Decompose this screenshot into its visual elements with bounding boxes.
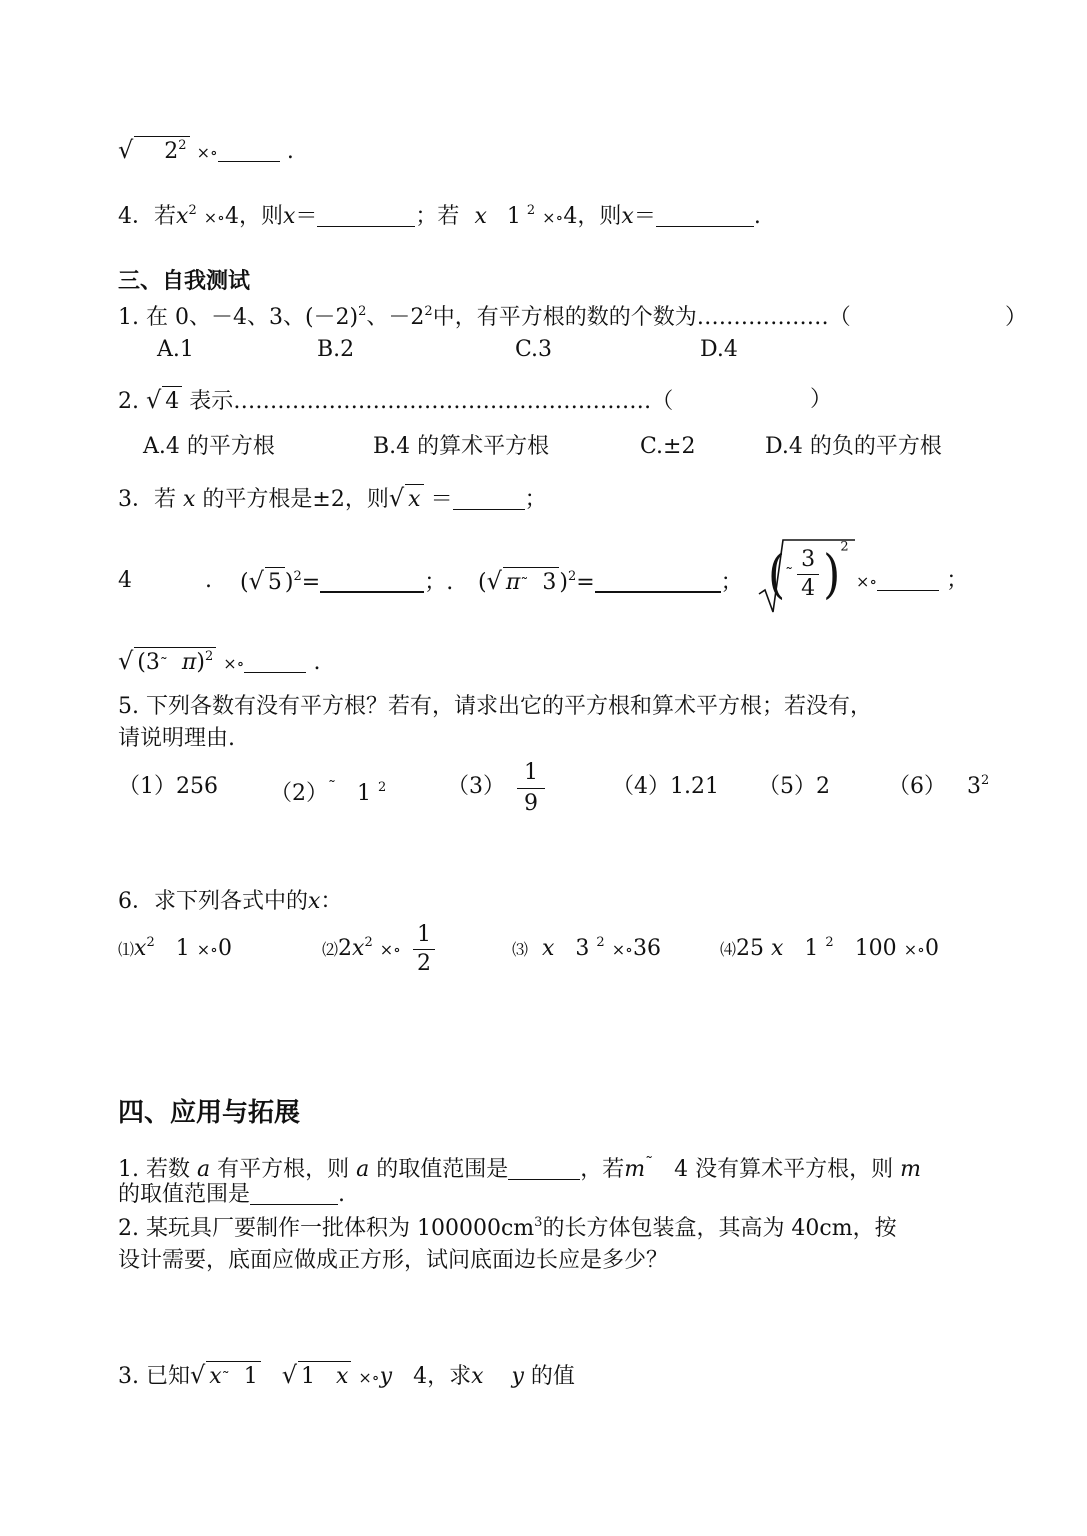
value: 1 [243, 1364, 258, 1389]
label: ⑴ [118, 940, 135, 959]
value: 36 [632, 936, 661, 961]
equals-mark: ×∘ [379, 940, 401, 959]
tilde-mark: ˜ [785, 564, 794, 583]
exponent: 3 [534, 1215, 543, 1230]
denominator: 2 [417, 951, 431, 976]
label: ⑵ [322, 940, 339, 959]
paren: ) [284, 570, 294, 595]
exponent: 2 [377, 780, 387, 795]
radical-sign: √ [189, 1361, 206, 1389]
var-x: x [471, 1364, 484, 1389]
var-y: y [379, 1364, 393, 1389]
exponent: 2 [840, 539, 849, 555]
text: 1. 在 0、－4、3、(－2) [118, 305, 359, 330]
var-a: a [196, 1157, 211, 1182]
sec3-question-5-line1: 5. 下列各数有没有平方根？若有，请求出它的平方根和算术平方根；若没有， [118, 694, 872, 719]
answer-blank[interactable] [244, 650, 306, 673]
option-d[interactable]: D.4 [700, 337, 738, 362]
value: 3 [542, 570, 557, 595]
text: ，则 [577, 204, 622, 229]
text: ，则 [238, 204, 283, 229]
frac-answer [856, 566, 968, 597]
equals-mark: ×∘ [196, 143, 218, 162]
option-b[interactable]: B.4 的算术平方根 [373, 434, 550, 459]
top-sqrt-line [118, 135, 294, 168]
equals-mark: ×∘ [856, 572, 878, 591]
var-x: x [308, 889, 321, 914]
question-number: 4． [118, 204, 154, 229]
var-x: x [209, 1364, 222, 1389]
value: 25 [736, 936, 765, 961]
fraction [797, 546, 819, 603]
answer-blank[interactable] [595, 569, 721, 593]
exponent: 2 [825, 935, 834, 950]
radicand-text: x [405, 484, 423, 515]
var-a: a [356, 1157, 370, 1182]
answer-blank-2[interactable] [250, 1182, 338, 1205]
radicand-text: 2 [164, 139, 179, 164]
text: 6．求下列各式中的 [118, 889, 308, 914]
text: 4 没有算术平方根，则 [674, 1157, 894, 1182]
section-4-heading: 四、应用与拓展 [118, 1098, 301, 1128]
value: 4 [413, 1364, 428, 1389]
exponent: 2 [178, 138, 187, 153]
exponent: 2 [293, 569, 302, 584]
text: 的取值范围是 [376, 1157, 509, 1182]
q6-part-2 [322, 934, 401, 965]
text: ；. [424, 570, 454, 595]
expr-sqrt-pi-minus-3-squared [478, 566, 743, 599]
option-a[interactable]: A.4 的平方根 [143, 434, 275, 459]
text: 表示…………………………………………………（ [189, 389, 674, 414]
radicand-text: 5 [265, 567, 285, 598]
expr-sqrt5-squared [240, 566, 453, 598]
period-text: . [338, 1182, 346, 1207]
q5-item-2 [270, 772, 386, 809]
option-c[interactable]: C.±2 [640, 434, 696, 459]
exponent: 2 [188, 203, 197, 218]
paren: ) [196, 650, 205, 675]
equals-mark: ×∘ [358, 1368, 380, 1387]
label: ⑶ [512, 940, 529, 959]
sec4-question-3 [118, 1360, 575, 1393]
var-x: x [542, 936, 555, 961]
var-x: x [352, 936, 365, 961]
value: 1 [300, 1364, 315, 1389]
option-c[interactable]: C.3 [515, 337, 553, 362]
text: 的值 [530, 1364, 575, 1389]
q6-part-2-fraction [413, 921, 435, 978]
value: 1 [506, 204, 521, 229]
sec3-question-6 [118, 887, 342, 917]
text: ； [524, 487, 547, 512]
sec4-question-1-line2 [118, 1180, 345, 1210]
text: 3．若 [118, 487, 176, 512]
value: 1 [356, 781, 371, 806]
label: （6） [888, 774, 946, 799]
answer-paren-close: ） [1005, 305, 1028, 330]
sec4-question-2-line1 [118, 1214, 897, 1244]
radicand-text: 4 [162, 386, 182, 417]
text: ； [946, 568, 969, 593]
var-m: m [900, 1157, 922, 1182]
equals-mark: ×∘ [611, 940, 633, 959]
var-x: x [335, 1364, 349, 1389]
equals-mark: ×∘ [223, 654, 245, 673]
tilde-mark: ˜ [520, 574, 529, 593]
text: 3. 已知 [118, 1364, 190, 1389]
var-m: m [624, 1157, 646, 1182]
var-x: x [771, 936, 784, 961]
q6-part-3 [512, 934, 661, 965]
equals-mark: ×∘ [903, 940, 925, 959]
radical-sign: √ [248, 567, 264, 595]
text: 中，有平方根的数的个数为………………（ [432, 305, 851, 330]
numerator: 1 [517, 758, 545, 789]
text: ，若 [580, 1157, 625, 1182]
tilde-mark: ˜ [159, 654, 168, 673]
exponent: 2 [980, 773, 990, 788]
radical-sign: √ [118, 647, 134, 675]
q5-item-5: （5）2 [758, 774, 830, 799]
radical-sign: √ [388, 484, 405, 512]
question-number: 2. [118, 389, 139, 414]
text: 、－2 [366, 305, 425, 330]
text: ； [720, 570, 743, 595]
numerator: 3 [797, 546, 819, 575]
option-b[interactable]: B.2 [317, 337, 355, 362]
period-text: . [313, 650, 321, 675]
text: 的取值范围是 [118, 1182, 251, 1207]
text: 的平方根是±2，则 [202, 487, 389, 512]
var-x: x [183, 487, 196, 512]
option-a[interactable]: A.1 [157, 337, 194, 362]
denominator: 4 [801, 576, 816, 601]
var-x: x [474, 204, 487, 229]
text: 的长方体包装盒，其高为 40cm，按 [542, 1216, 897, 1241]
var-y: y [511, 1364, 524, 1389]
label: ⑷ [720, 940, 737, 959]
prev-question-4 [118, 202, 761, 233]
tilde-mark: ˜ [221, 1368, 230, 1387]
answer-blank[interactable] [453, 487, 525, 510]
text: ＝ [295, 204, 318, 229]
exponent: 2 [364, 935, 373, 950]
dot-text: . [205, 568, 212, 593]
radical-sign: √ [118, 136, 134, 164]
frac-group [768, 539, 849, 605]
sec3-question-5-line2: 请说明理由. [118, 726, 235, 751]
answer-blank[interactable] [320, 569, 424, 593]
value: 3 [145, 650, 160, 675]
var-x: x [282, 204, 296, 229]
value: 100 [854, 936, 897, 961]
period-text: . [753, 204, 761, 229]
tilde-mark: ˜ [328, 777, 336, 796]
value: 0 [924, 936, 939, 961]
pi-symbol: π [181, 650, 197, 675]
text: = [301, 570, 321, 595]
option-d[interactable]: D.4 的负的平方根 [765, 434, 942, 459]
pi-symbol: π [505, 570, 521, 595]
q5-item-1: （1）256 [118, 774, 218, 799]
tilde-mark: ˜ [645, 1153, 654, 1172]
text: ，求 [427, 1364, 472, 1389]
value: 0 [217, 936, 232, 961]
value: 2 [338, 936, 353, 961]
value: 3 [575, 936, 590, 961]
equals-mark: ×∘ [196, 940, 218, 959]
exponent: 2 [526, 203, 536, 218]
q5-item-3-label: （3） [447, 774, 505, 799]
exponent: 2 [358, 304, 367, 319]
var-x: x [621, 204, 634, 229]
var-x: x [176, 204, 189, 229]
value: 3 [966, 774, 981, 799]
paren-open: ( [768, 543, 786, 605]
exponent: 2 [567, 569, 577, 584]
text: = [576, 570, 595, 595]
paren: ( [137, 650, 146, 675]
radical-sign: √ [281, 1361, 297, 1389]
answer-blank-1[interactable] [508, 1157, 580, 1180]
equals-mark: ×∘ [203, 208, 225, 227]
section-3-heading: 三、自我测试 [118, 269, 251, 294]
q5-item-6 [888, 772, 989, 802]
exponent: 2 [596, 935, 605, 950]
period-text: . [286, 139, 294, 164]
expr-sqrt-3-minus-pi-squared [118, 646, 320, 679]
paren: ( [478, 570, 487, 595]
paren-close: ) [823, 543, 841, 605]
q6-part-4 [720, 934, 939, 965]
value: 4 [224, 204, 239, 229]
text: 1. 若数 [118, 1157, 190, 1182]
q5-item-4: （4）1.21 [612, 774, 719, 799]
sec3-question-1 [118, 303, 851, 333]
answer-blank-2[interactable] [656, 204, 754, 227]
answer-paren-close: ） [810, 387, 833, 412]
sec3-question-2 [118, 385, 673, 417]
numerator: 1 [413, 921, 435, 950]
exponent: 2 [424, 304, 433, 319]
exponent: 2 [204, 649, 214, 664]
sec3-question-4-number: 4 [118, 568, 132, 593]
sec3-question-3 [118, 483, 547, 515]
text: ＝ [633, 204, 656, 229]
q5-item-3-fraction [517, 758, 545, 819]
text: 有平方根，则 [217, 1157, 350, 1182]
text: 若 [154, 204, 177, 229]
radical-sign: √ [146, 386, 162, 414]
answer-blank-1[interactable] [317, 204, 415, 227]
value: 1 [175, 936, 190, 961]
value: 4 [563, 204, 578, 229]
answer-blank[interactable] [218, 139, 280, 162]
paren: ) [559, 570, 568, 595]
text: 2. 某玩具厂要制作一批体积为 100000cm [118, 1216, 535, 1241]
text: ＝ [430, 487, 453, 512]
var-x: x [134, 936, 147, 961]
value: 1 [804, 936, 819, 961]
sec4-question-2-line2: 设计需要，底面应做成正方形，试问底面边长应是多少？ [118, 1248, 669, 1273]
denominator: 9 [524, 791, 538, 816]
text: ；若 [415, 204, 460, 229]
paren: ( [240, 570, 249, 595]
radical-sign: √ [486, 567, 502, 595]
exponent: 2 [146, 935, 155, 950]
equals-mark: ×∘ [542, 208, 564, 227]
q6-part-1 [118, 934, 232, 965]
text: ： [320, 889, 343, 914]
answer-blank[interactable] [877, 568, 939, 591]
label: （2） [270, 781, 328, 806]
